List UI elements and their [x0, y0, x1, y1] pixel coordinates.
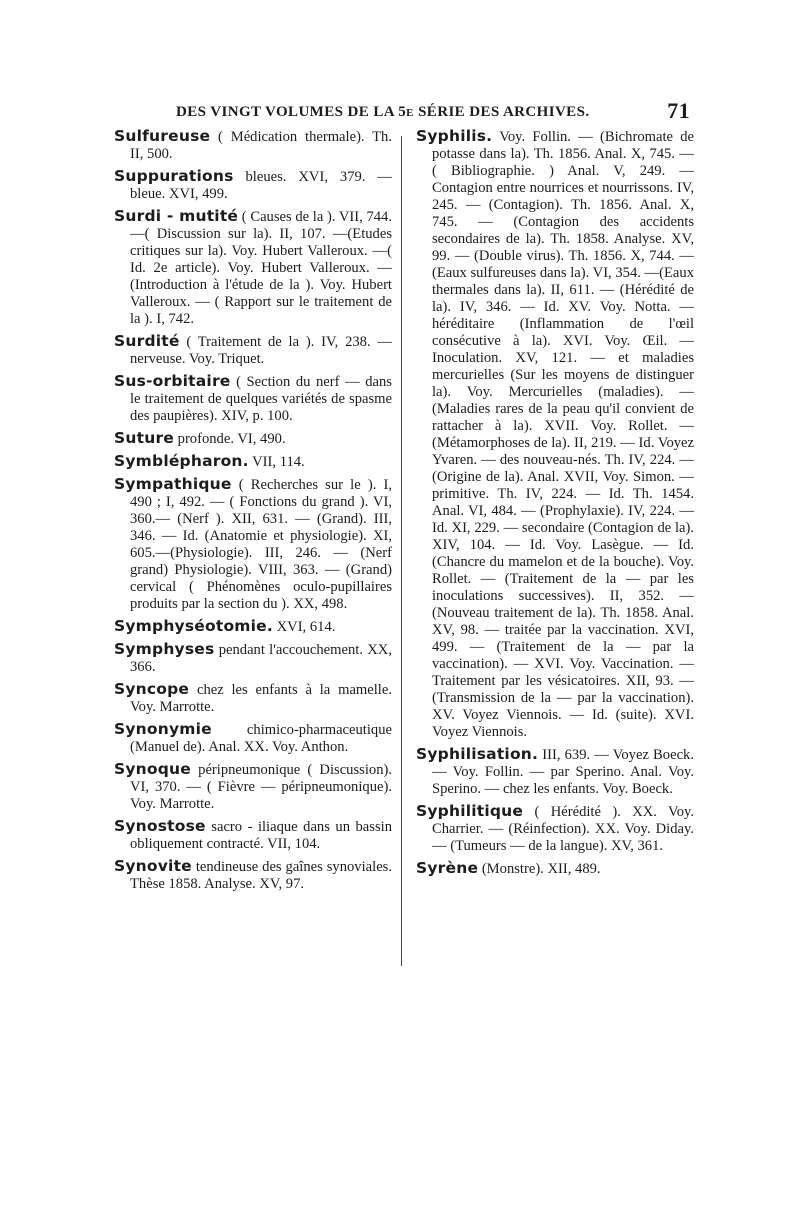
index-entry [114, 128, 392, 163]
entry-text: chimico-pharmaceutique (Manuel de). Anal. XX. Voy. Anthon. [130, 722, 392, 755]
entry-text: profonde. VI, 490. [174, 431, 286, 447]
entry-text: ( Recherches sur le ). I, 490 ; I, 492. — ( Fonctions du grand ). VI, 360.— (Nerf ). XII, 631. — (Grand). III, 346. — Id. (Anatomie et physiologie). XI, 605.—(Physiologie). III, 246. — (Nerf grand) Physiologie). VIII, 363. — (Grand) cervical ( Phénomènes oculo-pupillaires produits par la section du ). XX, 498. [130, 477, 392, 612]
entry-text: péripneumonique ( Discussion). VI, 370. — ( Fièvre — péripneumonique). Voy. Marrotte. [130, 762, 392, 812]
entry-term: Sus-orbitaire [114, 372, 231, 390]
index-entry [416, 860, 694, 878]
column-divider [401, 136, 402, 966]
entry-text: VII, 114. [248, 454, 305, 470]
entry-term: Syrène [416, 859, 479, 877]
index-entry [114, 721, 392, 756]
entry-term: Synostose [114, 817, 206, 835]
right-column [416, 128, 694, 883]
entry-text: tendineuse des gaînes synoviales. Thèse 1858. Analyse. XV, 97. [130, 859, 392, 892]
entry-text: ( Causes de la ). VII, 744. —( Discussion sur la). II, 107. —(Etudes critiques sur la). Voy. Hubert Valleroux. —( Id. 2e article). Voy. Hubert Valleroux. — (Introduction à l'étude de la ). Voy. Hubert Valleroux. — ( Rapport sur le traitement de la ). I, 742. [130, 209, 392, 327]
entry-term: Surdi - mutité [114, 207, 239, 225]
index-entry [114, 618, 392, 636]
entry-term: Syphilitique [416, 802, 524, 820]
entry-text: chez les enfants à la mamelle. Voy. Marrotte. [130, 682, 392, 715]
running-header [110, 98, 690, 128]
entry-term: Symphyses [114, 640, 215, 658]
entry-text: Voy. Follin. — (Bichromate de potasse dans la). Th. 1856. Anal. X, 745. — ( Bibliographie. ) Anal. V, 249. — Contagion entre nourrices et nourrissons. IV, 245. — (Contagion). Th. 1856. Anal. X, 745. — (Contagion des accidents secondaires de la). Th. 1858. Analyse. XV, 99. — (Double virus). Th. 1856. X, 744. — (Eaux sulfureuses dans la). VI, 354. —(Eaux thermales dans la). II, 611. — (Hérédité de la). IV, 346. — Id. XV. Voy. Notta. — héréditaire (Inflammation de l'œil consécutive à la). XVI. Voy. Œil. — Inoculation. XV, 121. — et maladies mercurielles (Sur les moyens de distinguer la). Voy. Mercurielles (maladies). — (Maladies rares de la peau qu'il convient de rattacher à la). XVII. Voy. Rollet. — (Métamorphoses de la). II, 219. — Id. Voyez Yvaren. — des nouveau-nés. Th. IV, 224. — (Origine de la). Anal. XVII, Voy. Simon. — primitive. Th. IV, 224. — Id. Th. 1454. Anal. VI, 484. — (Prophylaxie). IV, 224. — Id. XI, 229. — secondaire (Contagion de la). XIV, 104. — Id. Voy. Lasègue. — Id. (Chancre du mamelon et de la bouche). Voy. Rollet. — (Traitement de la — par les inoculations successives). II, 352. — (Nouveau traitement de la). Th. 1858. Anal. XV, 98. — traitée par la vaccination. XVI, 499. — (Traitement de la — par la vaccination). — XVI. Voy. Vaccination. — Traitement par les vésicatoires. XII, 93. — (Transmission de la — par la vaccination). XV. Voyez Viennois. — Id. (suite). XVI. Voyez Viennois. [432, 129, 694, 740]
index-entry [416, 746, 694, 798]
entry-term: Sympathique [114, 475, 232, 493]
index-entry [416, 128, 694, 741]
entry-term: Syncope [114, 680, 190, 698]
index-entry [114, 333, 392, 368]
index-entry [416, 803, 694, 855]
index-entry [114, 373, 392, 425]
entry-term: Synovite [114, 857, 192, 875]
index-entry [114, 430, 392, 448]
entry-term: Sulfureuse [114, 127, 211, 145]
index-entry [114, 168, 392, 203]
entry-text: ( Section du nerf — dans le traitement de quelques variétés de spasme des paupières). XIV, p. 100. [130, 374, 392, 424]
entry-term: Syphilis. [416, 127, 493, 145]
index-entry [114, 818, 392, 853]
entry-text: ( Hérédité ). XX. Voy. Charrier. — (Réinfection). XX. Voy. Diday. — (Tumeurs — de la langue). XV, 361. [432, 804, 694, 854]
entry-term: Symphyséotomie. [114, 617, 273, 635]
entry-text: sacro - iliaque dans un bassin obliquement contracté. VII, 104. [130, 819, 392, 852]
entry-text: pendant l'accouchement. XX, 366. [130, 642, 392, 675]
entry-text: bleues. XVI, 379. — bleue. XVI, 499. [130, 169, 392, 202]
entry-text: III, 639. — Voyez Boeck. — Voy. Follin. — par Sperino. Anal. Voy. Sperino. — chez les enfants. Voy. Boeck. [432, 747, 694, 797]
entry-text: ( Médication thermale). Th. II, 500. [130, 129, 392, 162]
entry-term: Suppurations [114, 167, 234, 185]
header-title: DES VINGT VOLUMES DE LA 5e SÉRIE DES ARCHIVES. [176, 104, 590, 120]
index-entry [114, 681, 392, 716]
left-column [114, 128, 392, 898]
index-entry [114, 858, 392, 893]
entry-term: Syphilisation. [416, 745, 539, 763]
entry-text: (Monstre). XII, 489. [478, 861, 601, 877]
index-entry [114, 208, 392, 328]
page-number: 71 [667, 98, 690, 123]
index-entry [114, 476, 392, 613]
entry-term: Symblépharon. [114, 452, 249, 470]
index-entry [114, 761, 392, 813]
entry-term: Synoque [114, 760, 191, 778]
entry-text: XVI, 614. [272, 619, 336, 635]
entry-term: Surdité [114, 332, 180, 350]
index-entry [114, 641, 392, 676]
entry-term: Suture [114, 429, 174, 447]
entry-text: ( Traitement de la ). IV, 238. — nerveuse. Voy. Triquet. [130, 334, 392, 367]
index-entry [114, 453, 392, 471]
entry-term: Synonymie [114, 720, 212, 738]
